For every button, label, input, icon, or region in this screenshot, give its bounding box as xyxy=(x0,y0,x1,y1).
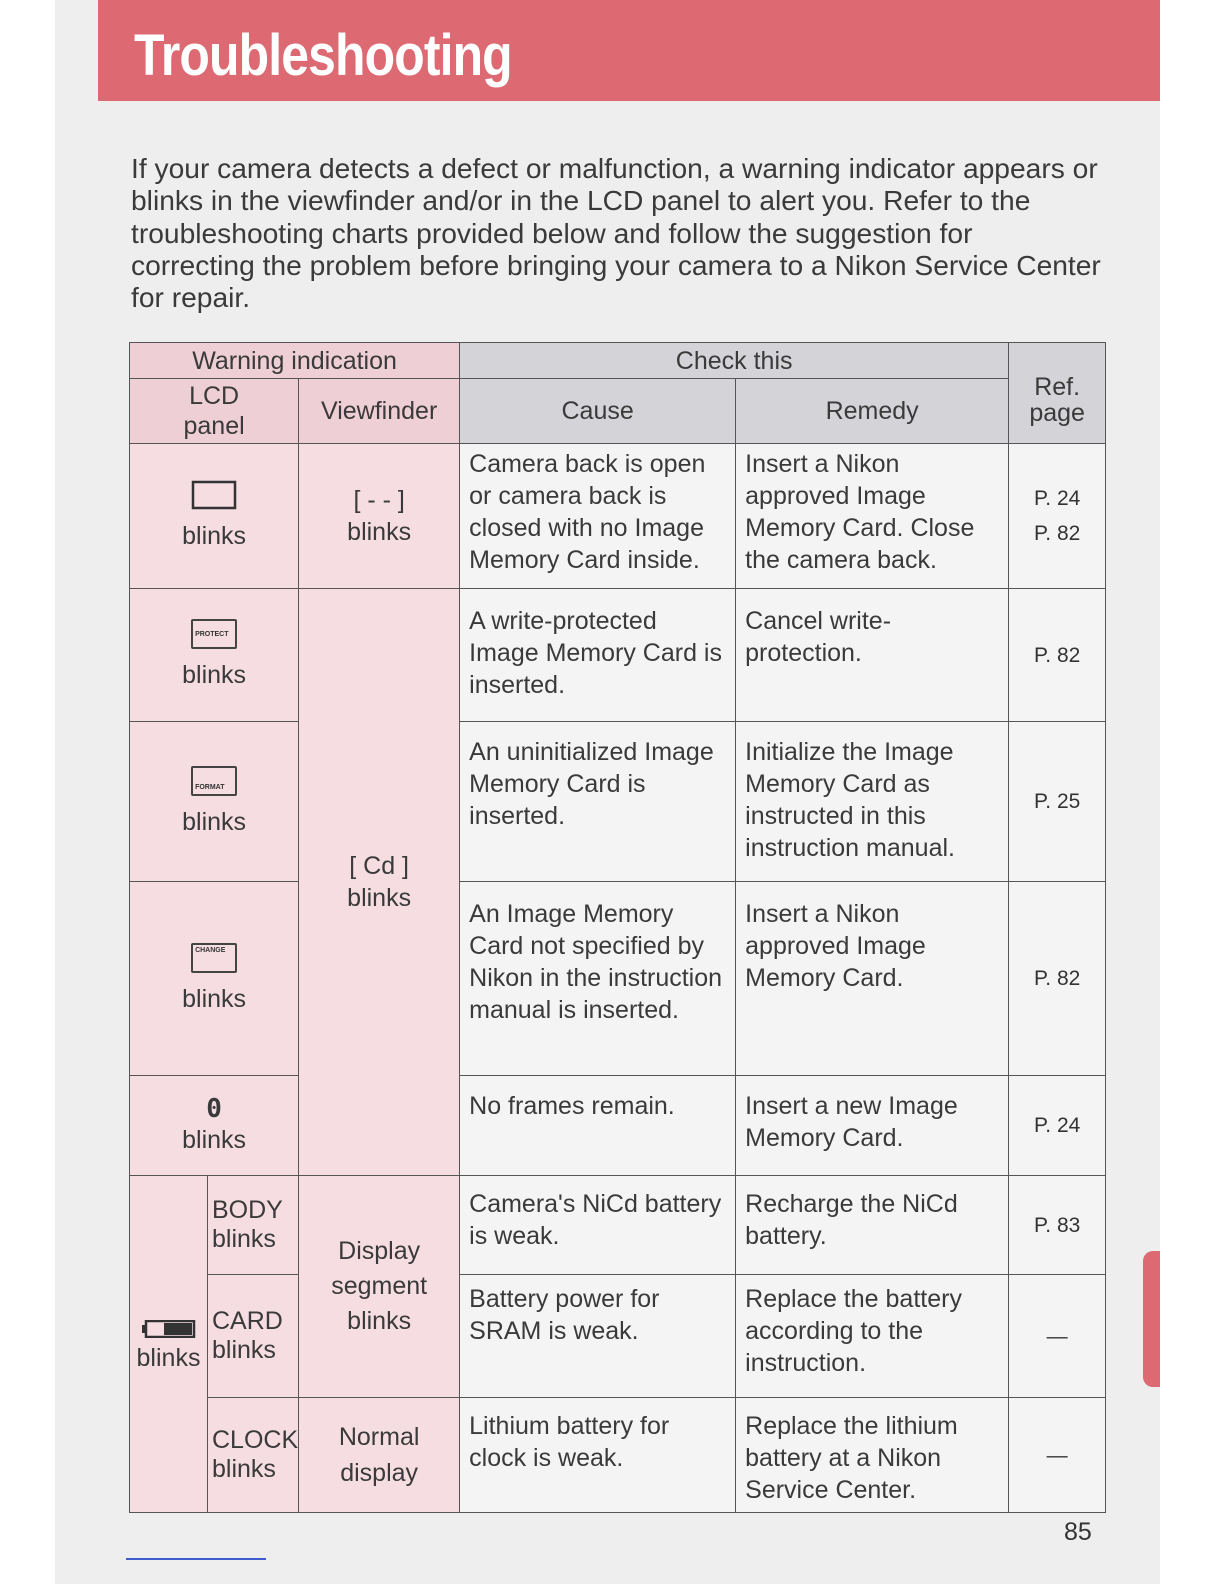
remedy-cell: Cancel write-protection. xyxy=(736,589,1009,722)
remedy-cell: Recharge the NiCd battery. xyxy=(736,1176,1009,1275)
viewfinder-blinks-text: blinks xyxy=(347,884,412,912)
clock-label: CLOCK xyxy=(212,1426,299,1454)
cause-cell: Battery power for SRAM is weak. xyxy=(460,1275,736,1398)
table-row xyxy=(130,1275,1106,1398)
intro-paragraph: If your camera detects a defect or malfunction, a warning indicator appears or blinks in the viewfinder and/or in the LCD panel to alert you. Refer to the troubleshooting charts provided below and follow the suggestion for correcting the problem before bringing your camera to a Nikon Service Center for repair. xyxy=(131,152,1101,314)
troubleshooting-table xyxy=(129,342,1106,1513)
table-row xyxy=(130,882,1106,1076)
section-side-tab xyxy=(1143,1251,1160,1387)
cause-cell: No frames remain. xyxy=(460,1076,736,1176)
lcd-cell-battery xyxy=(130,1176,208,1513)
table-row xyxy=(130,1076,1106,1176)
cause-cell: An Image Memory Card not specified by Nikon in the instruction manual is inserted. xyxy=(460,882,736,1076)
lcd-blinks-text: blinks xyxy=(182,1125,247,1154)
header-cause: Cause xyxy=(460,379,736,444)
viewfinder-cell-no-card xyxy=(299,444,460,589)
remedy-cell: Replace the battery according to the instruction. xyxy=(736,1275,1009,1398)
page-title: Troubleshooting xyxy=(134,23,512,88)
viewfinder-symbol: [ - - ] xyxy=(353,486,405,514)
ref-page-cell: P. 24 xyxy=(1009,1076,1106,1176)
ref-page-cell: P. 83 xyxy=(1009,1176,1106,1275)
battery-icon xyxy=(142,1316,196,1334)
title-banner xyxy=(98,0,1160,101)
cause-cell: Camera's NiCd battery is weak. xyxy=(460,1176,736,1275)
header-ref-label: Ref. xyxy=(1034,373,1081,401)
lcd-blinks-text: blinks xyxy=(182,522,247,550)
protect-icon-label: PROTECT xyxy=(195,631,229,638)
header-ref-page xyxy=(1009,343,1106,444)
lcd-cell-empty-card xyxy=(130,444,299,589)
lcd-cell-no-frames xyxy=(130,1076,299,1176)
table-row xyxy=(130,1176,1106,1275)
ref-page-cell: P. 25 xyxy=(1009,722,1106,882)
header-warning-indication: Warning indication xyxy=(130,343,460,379)
header-remedy: Remedy xyxy=(736,379,1009,444)
format-card-icon xyxy=(130,766,298,804)
battery-sub-clock xyxy=(208,1398,299,1513)
ref-page-cell: — xyxy=(1009,1398,1106,1513)
remedy-cell: Replace the lithium battery at a Nikon Service Center. xyxy=(736,1398,1009,1513)
lcd-blinks-text: blinks xyxy=(182,661,247,689)
ref-page-cell: P. 82 xyxy=(1009,589,1106,722)
header-page-label: page xyxy=(1029,399,1085,427)
battery-sub-card xyxy=(208,1275,299,1398)
bottom-link-rule xyxy=(126,1558,266,1560)
header-panel-label: panel xyxy=(183,412,245,440)
lcd-blinks-text: blinks xyxy=(182,807,247,836)
viewfinder-blinks-text: blinks xyxy=(347,518,412,546)
format-icon-label: FORMAT xyxy=(195,783,225,791)
remedy-cell: Insert a Nikon approved Image Memory Card. xyxy=(736,882,1009,1076)
change-icon-label: CHANGE xyxy=(195,946,226,954)
cause-cell: Lithium battery for clock is weak. xyxy=(460,1398,736,1513)
table-row xyxy=(130,444,1106,589)
ref-page-24: P. 24 xyxy=(1033,487,1081,510)
battery-sub-body xyxy=(208,1176,299,1275)
frame-counter-icon xyxy=(130,1093,298,1124)
lcd-cell-change xyxy=(130,882,299,1076)
lcd-cell-protect xyxy=(130,589,299,722)
cause-cell: A write-protected Image Memory Card is inserted. xyxy=(460,589,736,722)
viewfinder-cell-normal-display: Normal display xyxy=(299,1398,460,1513)
body-label: BODY xyxy=(212,1196,283,1224)
lcd-cell-format xyxy=(130,722,299,882)
card-label: CARD xyxy=(212,1307,283,1335)
change-card-icon xyxy=(130,943,298,981)
page-number: 85 xyxy=(1064,1518,1092,1546)
cause-cell: An uninitialized Image Memory Card is inserted. xyxy=(460,722,736,882)
cause-cell: Camera back is open or camera back is closed with no Image Memory Card inside. xyxy=(460,444,736,589)
header-viewfinder: Viewfinder xyxy=(299,379,460,444)
remedy-cell: Insert a Nikon approved Image Memory Card. Close the camera back. xyxy=(736,444,1009,589)
header-check-this: Check this xyxy=(460,343,1009,379)
header-lcd-label: LCD xyxy=(189,382,240,410)
lcd-blinks-text: blinks xyxy=(136,1344,201,1372)
empty-card-icon xyxy=(130,480,298,518)
lcd-blinks-text: blinks xyxy=(182,984,247,1013)
table-row xyxy=(130,1398,1106,1513)
table-row xyxy=(130,589,1106,722)
ref-page-cell xyxy=(1009,444,1106,589)
viewfinder-symbol-cd: [ Cd ] xyxy=(349,852,410,880)
card-blinks-text: blinks xyxy=(212,1336,276,1364)
ref-page-cell: — xyxy=(1009,1275,1106,1398)
protect-card-icon xyxy=(130,619,298,657)
remedy-cell: Initialize the Image Memory Card as instructed in this instruction manual. xyxy=(736,722,1009,882)
ref-page-82: P. 82 xyxy=(1033,522,1081,545)
table-row xyxy=(130,722,1106,882)
viewfinder-cell-display-segment: Display segment blinks xyxy=(299,1176,460,1398)
ref-page-cell: P. 82 xyxy=(1009,882,1106,1076)
body-blinks-text: blinks xyxy=(212,1225,276,1253)
remedy-cell: Insert a new Image Memory Card. xyxy=(736,1076,1009,1176)
viewfinder-cell-card-error xyxy=(299,589,460,1176)
clock-blinks-text: blinks xyxy=(212,1455,276,1483)
frame-counter-value: 0 xyxy=(206,1093,222,1124)
header-lcd-panel xyxy=(130,379,299,444)
